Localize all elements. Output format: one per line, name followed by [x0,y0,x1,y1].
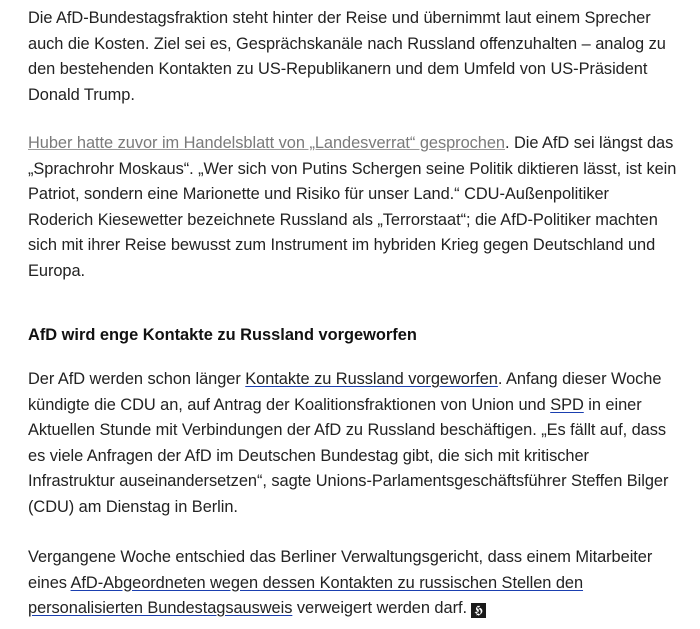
russia-contacts-link[interactable]: Kontakte zu Russland vorgeworfen [245,370,498,388]
paragraph-court-ruling [28,545,678,622]
paragraph-text: Die AfD-Bundestagsfraktion steht hinter der Reise und übernimmt laut einem Sprecher auch die Kosten. Ziel sei es, Gesprächskanäle nach Russland offenzuhalten – analog zu den bestehenden Kontakten zu US-Republikanern und dem Umfeld von US-Präsident Donald Trump. [28,9,666,104]
paragraph-text: in einer Aktuellen Stunde mit Verbindungen der AfD zu Russland beschäftigen. „Es fällt auf, dass es viele Anfragen der AfD im Deutschen Bundestag gibt, die sich mit kritischer Infrastruktur auseinandersetzen“, sagte Unions-Parlamentsgeschäftsführer Steffen Bilger (CDU) am Dienstag in Berlin. [28,395,669,516]
paragraph-russia-contacts [28,367,678,520]
paragraph-text: . Die AfD sei längst das „Sprachrohr Moskaus“. „Wer sich von Putins Schergen seine Politik diktieren lässt, ist kein Patriot, sondern eine Marionette und Risiko für unser Land.“ CDU-Außenpolitiker Roderich Kiesewetter bezeichnete Russland als „Terrorstaat“; die AfD-Politiker machten sich mit ihrer Reise bewusst zum Instrument im hybriden Krieg gegen Deutschland und Europa. [28,134,677,280]
paragraph-travel-costs [28,6,678,108]
section-heading: AfD wird enge Kontakte zu Russland vorgeworfen [28,326,417,344]
handelsblatt-logo-icon: 𝕳 [471,603,486,618]
spd-link[interactable]: SPD [550,395,584,414]
landesverrat-link[interactable]: Huber hatte zuvor im Handelsblatt von „Landesverrat“ gesprochen [28,134,505,152]
bundestagsausweis-link[interactable]: AfD-Abgeordneten wegen dessen Kontakten zu russischen Stellen den personalisierten Bundestagsausweis [28,573,584,617]
paragraph-criticism [28,131,678,284]
paragraph-text: verweigert werden darf. [292,599,467,617]
paragraph-text: . Anfang dieser Woche kündigte die CDU an, auf Antrag der Koalitionsfraktionen von Union und [28,370,662,414]
paragraph-text: Der AfD werden schon länger [28,370,246,388]
paragraph-text: Vergangene Woche entschied das Berliner Verwaltungsgericht, dass einem Mitarbeiter eines [28,548,653,592]
